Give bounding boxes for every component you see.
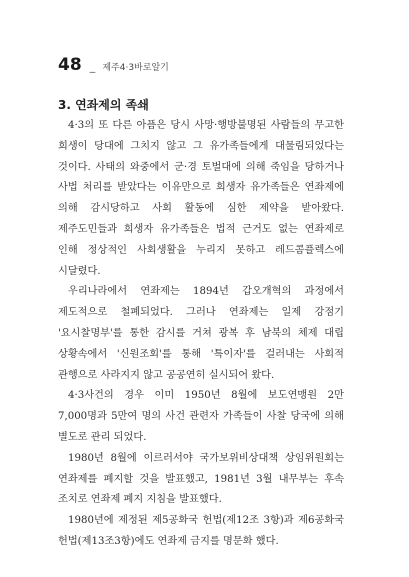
paragraph: 1980년 8월에 이르러서야 국가보위비상대책 상임위원회는 연좌제를 폐지할 것을 발표했고, 1981년 3월 내무부는 후속 조치로 연좌제 폐지 지침을 발표했다. xyxy=(58,452,344,506)
paragraph: 우리나라에서 연좌제는 1894년 갑오개혁의 과정에서 제도적으로 철폐되었다. 그러나 연좌제는 일제 강점기 '요시찰명부'를 통한 감시를 거쳐 광복 후 남북의 체제 대립 상황속에서 '신원조회'를 통해 '특이자'를 걸러내는 사회적 관행으로 사라지지 않고 공공연히 실시되어 왔다. xyxy=(58,286,344,381)
page-header xyxy=(58,55,169,77)
paragraph: 4·3사건의 경우 이미 1950년 8월에 보도연맹원 2만 7,000명과 5만여 명의 사건 관련자 가족들이 사찰 당국에 의해 별도로 관리 되었다. xyxy=(58,390,344,443)
paragraph: 4·3의 또 다른 아픔은 당시 사망·행방불명된 사람들의 무고한 희생이 당대에 그치지 않고 그 유가족들에게 대물림되었다는 것이다. 사태의 와중에서 군·경 토벌대에 의해 죽임을 당하거나 사법 처리를 받았다는 이유만으로 희생자 유가족들은 연좌제에 의해 감시당하고 사회 활동에 심한 제약을 받아왔다. 제주도민들과 희생자 유가족들은 법적 근거도 없는 연좌제로 인해 정상적인 사회생활을 누리지 못하고 레드콤플렉스에 시달렸다. xyxy=(58,120,344,277)
section-heading: 3. 연좌제의 족쇄 xyxy=(58,98,149,112)
running-book-title: 제주4·3바로알기 xyxy=(102,63,169,73)
page-number: 48 xyxy=(58,55,82,75)
header-separator: _ xyxy=(89,60,96,73)
body-text xyxy=(58,116,344,553)
paragraph: 1980년에 제정된 제5공화국 헌법(제12조 3항)과 제6공화국 헌법(제13조3항)에도 연좌제 금지를 명문화 했다. xyxy=(58,515,344,547)
